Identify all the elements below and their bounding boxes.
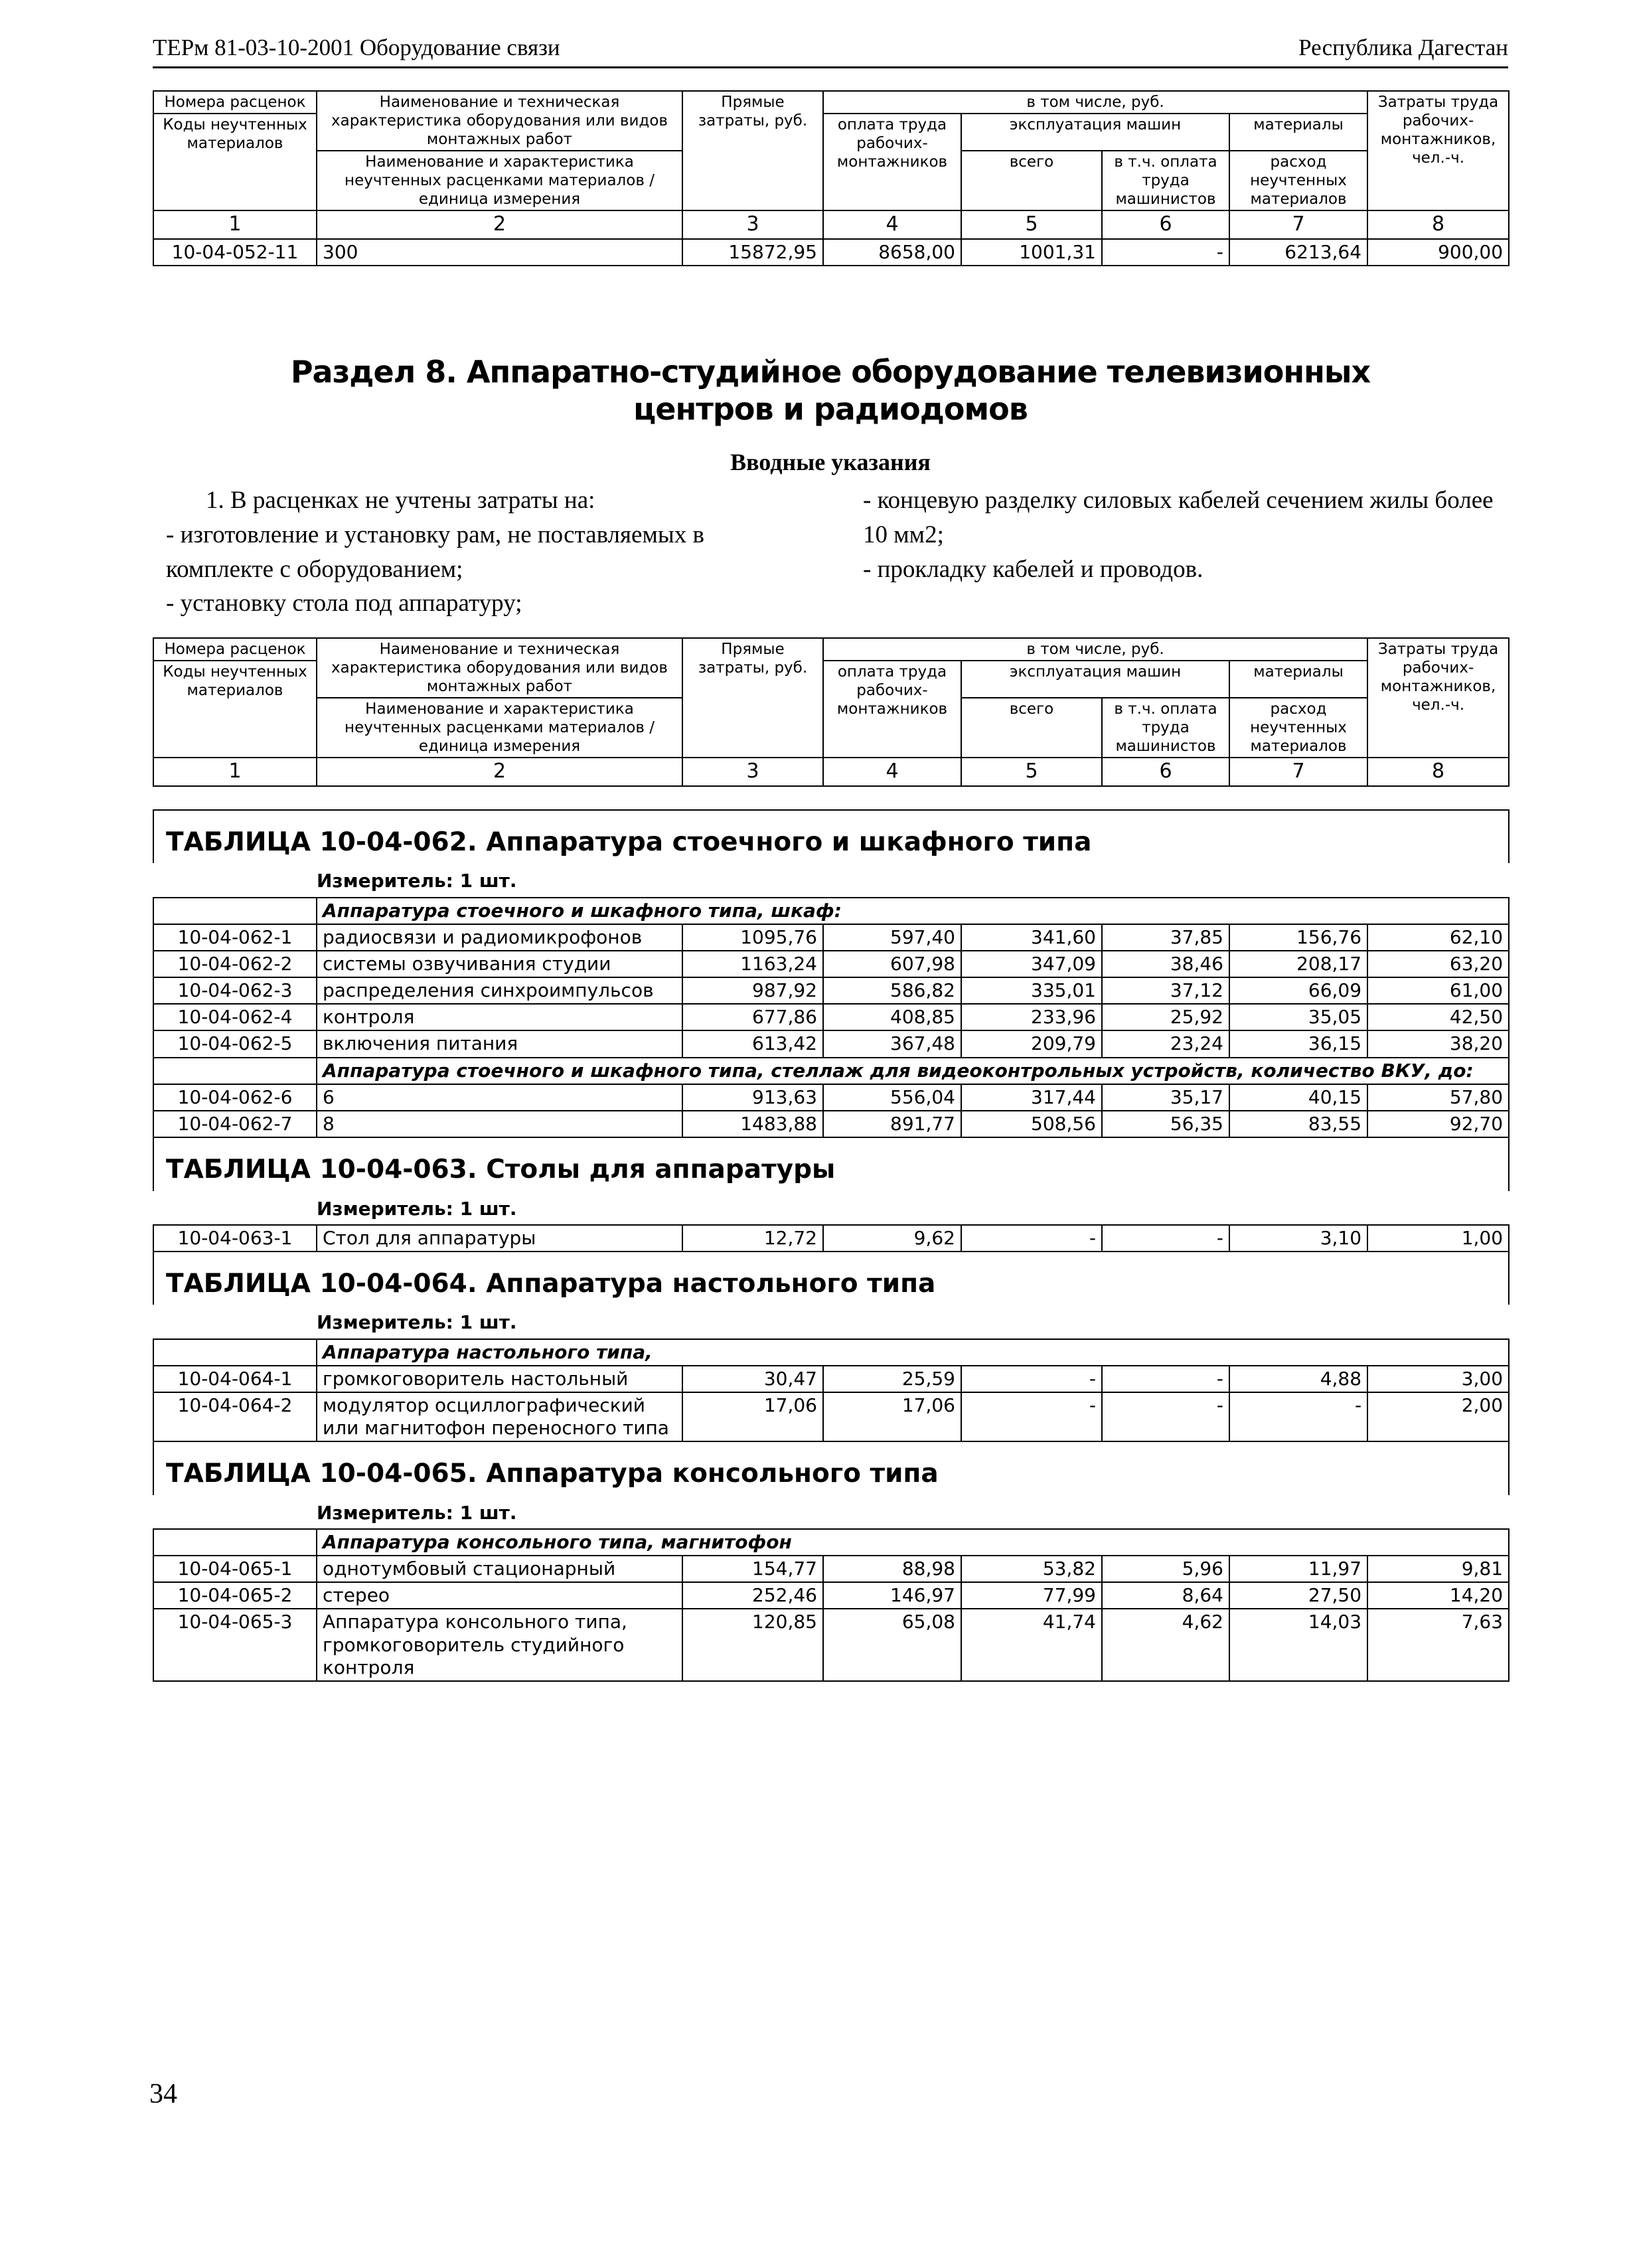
rate-value: 913,63: [682, 1084, 823, 1111]
table-row: [153, 1556, 1509, 1582]
header-machines-total: всего: [961, 151, 1102, 210]
rate-value: 252,46: [682, 1582, 823, 1609]
measure-spacer: [153, 863, 317, 897]
rate-value: 1,00: [1367, 1225, 1509, 1252]
table-row: [153, 1030, 1509, 1057]
rate-value: 233,96: [961, 1004, 1102, 1030]
rate-value: 66,09: [1229, 977, 1367, 1004]
rate-value: 408,85: [823, 1004, 961, 1030]
rate-code: 10-04-064-1: [153, 1366, 317, 1392]
rate-value: 25,92: [1102, 1004, 1229, 1030]
rate-value: 1163,24: [682, 951, 823, 977]
header-row: [153, 638, 1509, 661]
rate-value: 4,88: [1229, 1366, 1367, 1392]
rate-value: 1001,31: [961, 239, 1102, 266]
rate-value: 17,06: [823, 1392, 961, 1441]
table-title-row: [153, 1137, 1509, 1191]
column-number: 2: [317, 758, 682, 786]
rate-value: 41,74: [961, 1609, 1102, 1680]
column-number: 2: [317, 210, 682, 239]
table-row: [153, 1111, 1509, 1137]
measure-unit: Измеритель: 1 шт.: [317, 1311, 517, 1334]
table-row: [153, 1582, 1509, 1609]
table-row: [153, 1084, 1509, 1111]
header-name: Наименование и техническая характеристика оборудования или видов монтажных работ: [317, 91, 682, 151]
rate-value: 15872,95: [682, 239, 823, 266]
running-header: [153, 35, 1508, 68]
rate-value: 8,64: [1102, 1582, 1229, 1609]
header-name: Наименование и техническая характеристика оборудования или видов монтажных работ: [317, 638, 682, 698]
rate-code: 10-04-062-2: [153, 951, 317, 977]
group-spacer: [153, 1058, 317, 1084]
rate-value: 42,50: [1367, 1004, 1509, 1030]
measure-row: [153, 1191, 1509, 1225]
header-unaccounted: расход неучтенных материалов: [1229, 698, 1367, 758]
column-number: 5: [961, 758, 1102, 786]
rate-code: 10-04-062-7: [153, 1111, 317, 1137]
rate-value: 677,86: [682, 1004, 823, 1030]
rate-value: 63,20: [1367, 951, 1509, 977]
rate-description: модулятор осциллографический или магнитофон переносного типа: [317, 1392, 682, 1441]
rate-description: включения питания: [317, 1030, 682, 1057]
group-row: [153, 898, 1509, 924]
table-row: [153, 1225, 1509, 1252]
rate-value: -: [1102, 1366, 1229, 1392]
rate-description: громкоговоритель настольный: [317, 1366, 682, 1392]
rate-value: 613,42: [682, 1030, 823, 1057]
header-incl: в том числе, руб.: [823, 638, 1367, 661]
rate-code: 10-04-062-4: [153, 1004, 317, 1030]
rate-value: 9,62: [823, 1225, 961, 1252]
header-codes-2: Коды неучтенных материалов: [153, 661, 317, 758]
header-machines-total: всего: [961, 698, 1102, 758]
rate-value: 341,60: [961, 924, 1102, 951]
header-row: [153, 91, 1509, 114]
rate-value: 508,56: [961, 1111, 1102, 1137]
table-title: ТАБЛИЦА 10-04-065. Аппаратура консольного типа: [153, 1441, 1509, 1495]
rate-description: Стол для аппаратуры: [317, 1225, 682, 1252]
measure-unit: Измеритель: 1 шт.: [317, 870, 517, 892]
section-title-line-2: центров и радиодомов: [633, 391, 1028, 428]
rate-code: 10-04-063-1: [153, 1225, 317, 1252]
column-number: 6: [1102, 210, 1229, 239]
column-number: 1: [153, 758, 317, 786]
rate-description: радиосвязи и радиомикрофонов: [317, 924, 682, 951]
header-name-2: Наименование и характеристика неучтенных расценками материалов / единица измерения: [317, 151, 682, 210]
rate-value: 23,24: [1102, 1030, 1229, 1057]
rate-value: 30,47: [682, 1366, 823, 1392]
group-row: [153, 1339, 1509, 1366]
rate-value: 7,63: [1367, 1609, 1509, 1680]
column-number: 6: [1102, 758, 1229, 786]
spacer: [153, 786, 1509, 810]
rate-value: 367,48: [823, 1030, 961, 1057]
rate-value: 597,40: [823, 924, 961, 951]
rate-value: 120,85: [682, 1609, 823, 1680]
intro-heading: Вводные указания: [730, 449, 931, 475]
measure-unit: Измеритель: 1 шт.: [317, 1197, 517, 1220]
table-title: ТАБЛИЦА 10-04-064. Аппаратура настольного типа: [153, 1252, 1509, 1305]
intro-right-column: [863, 483, 1494, 586]
rate-code: 10-04-065-3: [153, 1609, 317, 1680]
header-labor-pay: оплата труда рабочих-монтажников: [823, 661, 961, 758]
rate-value: 317,44: [961, 1084, 1102, 1111]
section-title: [153, 353, 1508, 428]
rate-value: 146,97: [823, 1582, 961, 1609]
table-row: [153, 1004, 1509, 1030]
intro-right-line: - концевую разделку силовых кабелей сечением жилы более 10 мм2;: [863, 487, 1494, 548]
table-title-row: [153, 1441, 1509, 1495]
header-machines: эксплуатация машин: [961, 114, 1229, 151]
header-unaccounted: расход неучтенных материалов: [1229, 151, 1367, 210]
rate-value: 3,10: [1229, 1225, 1367, 1252]
rate-value: 891,77: [823, 1111, 961, 1137]
header-incl-drivers: в т.ч. оплата труда машинистов: [1102, 151, 1229, 210]
rate-code: 10-04-062-3: [153, 977, 317, 1004]
intro-left-column: [166, 483, 797, 621]
rate-value: 62,10: [1367, 924, 1509, 951]
rate-value: 154,77: [682, 1556, 823, 1582]
rate-value: 335,01: [961, 977, 1102, 1004]
group-row: [153, 1058, 1509, 1084]
table-title-row: [153, 810, 1509, 864]
rate-code: 10-04-065-2: [153, 1582, 317, 1609]
rate-value: 65,08: [823, 1609, 961, 1680]
column-number: 4: [823, 210, 961, 239]
rate-value: 209,79: [961, 1030, 1102, 1057]
rate-value: 1095,76: [682, 924, 823, 951]
column-number: 8: [1367, 210, 1509, 239]
group-row: [153, 1529, 1509, 1556]
column-number: 5: [961, 210, 1102, 239]
rate-value: 92,70: [1367, 1111, 1509, 1137]
header-direct-costs: Прямые затраты, руб.: [682, 638, 823, 758]
header-codes: Номера расценок: [153, 638, 317, 661]
rate-value: -: [961, 1366, 1102, 1392]
measure-spacer: [153, 1495, 317, 1529]
rate-value: -: [961, 1392, 1102, 1441]
measure-unit: Измеритель: 1 шт.: [317, 1501, 517, 1524]
rate-description: распределения синхроимпульсов: [317, 977, 682, 1004]
group-spacer: [153, 1529, 317, 1556]
header-direct-costs: Прямые затраты, руб.: [682, 91, 823, 210]
table-row: [153, 924, 1509, 951]
rate-description: 6: [317, 1084, 682, 1111]
group-spacer: [153, 1339, 317, 1366]
measure-spacer: [153, 1191, 317, 1225]
rate-value: 14,20: [1367, 1582, 1509, 1609]
group-spacer: [153, 898, 317, 924]
rate-value: -: [1102, 1225, 1229, 1252]
table-body: [153, 239, 1509, 266]
group-label: Аппаратура стоечного и шкафного типа, шкаф:: [317, 898, 1509, 924]
rate-code: 10-04-062-6: [153, 1084, 317, 1111]
column-number: 7: [1229, 758, 1367, 786]
intro-left-line: 1. В расценках не учтены затраты на:: [206, 487, 595, 514]
rate-value: 8658,00: [823, 239, 961, 266]
header-labor-hours: Затраты труда рабочих-монтажников, чел.-ч.: [1367, 638, 1509, 758]
rate-value: 14,03: [1229, 1609, 1367, 1680]
group-label: Аппаратура консольного типа, магнитофон: [317, 1529, 1509, 1556]
column-number-row: [153, 210, 1509, 239]
column-number: 3: [682, 210, 823, 239]
header-name-2: Наименование и характеристика неучтенных расценками материалов / единица измерения: [317, 698, 682, 758]
table-header: [153, 91, 1509, 239]
rate-value: 347,09: [961, 951, 1102, 977]
rate-value: 3,00: [1367, 1366, 1509, 1392]
table-header: [153, 638, 1509, 786]
column-number: 8: [1367, 758, 1509, 786]
rate-description: контроля: [317, 1004, 682, 1030]
rate-value: 35,17: [1102, 1084, 1229, 1111]
intro-right-line: - прокладку кабелей и проводов.: [863, 555, 1203, 583]
rate-value: 57,80: [1367, 1084, 1509, 1111]
rate-description: системы озвучивания студии: [317, 951, 682, 977]
rate-value: 27,50: [1229, 1582, 1367, 1609]
measure-spacer: [153, 1305, 317, 1338]
main-rates-table: [153, 637, 1510, 1682]
rate-value: 88,98: [823, 1556, 961, 1582]
table-row: [153, 239, 1509, 266]
header-machines: эксплуатация машин: [961, 661, 1229, 698]
table-row: [153, 1392, 1509, 1441]
measure-row: [153, 1495, 1509, 1529]
rate-value: 586,82: [823, 977, 961, 1004]
group-label: Аппаратура стоечного и шкафного типа, стеллаж для видеоконтрольных устройств, количество ВКУ, до:: [317, 1058, 1509, 1084]
rate-value: 25,59: [823, 1366, 961, 1392]
rate-description: однотумбовый стационарный: [317, 1556, 682, 1582]
rate-value: 607,98: [823, 951, 961, 977]
top-rates-table: [153, 90, 1510, 266]
rate-code: 10-04-062-5: [153, 1030, 317, 1057]
rate-value: -: [961, 1225, 1102, 1252]
header-materials: материалы: [1229, 661, 1367, 698]
rate-value: -: [1102, 239, 1229, 266]
header-incl: в том числе, руб.: [823, 91, 1367, 114]
rate-value: 2,00: [1367, 1392, 1509, 1441]
table-row: [153, 951, 1509, 977]
rate-value: 1483,88: [682, 1111, 823, 1137]
rate-value: -: [1102, 1392, 1229, 1441]
header-incl-drivers: в т.ч. оплата труда машинистов: [1102, 698, 1229, 758]
rate-code: 10-04-052-11: [153, 239, 317, 266]
document-code: ТЕРм 81-03-10-2001 Оборудование связи: [153, 35, 560, 60]
table-body: [153, 786, 1509, 1681]
rate-code: 10-04-062-1: [153, 924, 317, 951]
rate-value: 38,20: [1367, 1030, 1509, 1057]
column-number-row: [153, 758, 1509, 786]
rate-value: -: [1229, 1392, 1367, 1441]
rate-value: 6213,64: [1229, 239, 1367, 266]
table-row: [153, 977, 1509, 1004]
rate-code: 10-04-065-1: [153, 1556, 317, 1582]
intro-left-line: - установку стола под аппаратуру;: [166, 590, 522, 617]
column-number: 1: [153, 210, 317, 239]
rate-value: 83,55: [1229, 1111, 1367, 1137]
group-label: Аппаратура настольного типа,: [317, 1339, 1509, 1366]
rate-value: 77,99: [961, 1582, 1102, 1609]
header-codes-2: Коды неучтенных материалов: [153, 114, 317, 210]
rate-description: Аппаратура консольного типа, громкоговоритель студийного контроля: [317, 1609, 682, 1680]
rate-value: 40,15: [1229, 1084, 1367, 1111]
header-codes: Номера расценок: [153, 91, 317, 114]
measure-row: [153, 1305, 1509, 1338]
column-number: 7: [1229, 210, 1367, 239]
table-row: [153, 1609, 1509, 1680]
rate-description: стерео: [317, 1582, 682, 1609]
column-number: 3: [682, 758, 823, 786]
rate-value: 11,97: [1229, 1556, 1367, 1582]
region-name: Республика Дагестан: [1298, 35, 1508, 60]
rate-value: 987,92: [682, 977, 823, 1004]
rate-value: 53,82: [961, 1556, 1102, 1582]
rate-value: 556,04: [823, 1084, 961, 1111]
table-title: ТАБЛИЦА 10-04-062. Аппаратура стоечного и шкафного типа: [153, 810, 1509, 864]
rate-description: 300: [317, 239, 682, 266]
table-title: ТАБЛИЦА 10-04-063. Столы для аппаратуры: [153, 1137, 1509, 1191]
table-title-row: [153, 1252, 1509, 1305]
rate-value: 36,15: [1229, 1030, 1367, 1057]
header-labor-hours: Затраты труда рабочих-монтажников, чел.-ч.: [1367, 91, 1509, 210]
rate-value: 4,62: [1102, 1609, 1229, 1680]
rate-value: 38,46: [1102, 951, 1229, 977]
rate-value: 37,12: [1102, 977, 1229, 1004]
rate-value: 900,00: [1367, 239, 1509, 266]
rate-value: 12,72: [682, 1225, 823, 1252]
header-materials: материалы: [1229, 114, 1367, 151]
rate-value: 61,00: [1367, 977, 1509, 1004]
column-number: 4: [823, 758, 961, 786]
rate-description: 8: [317, 1111, 682, 1137]
intro-left-line: - изготовление и установку рам, не поставляемых в комплекте с оборудованием;: [166, 521, 704, 583]
table-row: [153, 1366, 1509, 1392]
spacer-row: [153, 786, 1509, 810]
page-number: 34: [149, 2079, 177, 2109]
rate-value: 56,35: [1102, 1111, 1229, 1137]
measure-row: [153, 863, 1509, 897]
rate-value: 35,05: [1229, 1004, 1367, 1030]
rate-code: 10-04-064-2: [153, 1392, 317, 1441]
rate-value: 208,17: [1229, 951, 1367, 977]
rate-value: 156,76: [1229, 924, 1367, 951]
rate-value: 9,81: [1367, 1556, 1509, 1582]
header-labor-pay: оплата труда рабочих-монтажников: [823, 114, 961, 210]
rate-value: 37,85: [1102, 924, 1229, 951]
section-title-line-1: Раздел 8. Аппаратно-студийное оборудование телевизионных: [290, 354, 1371, 390]
rate-value: 17,06: [682, 1392, 823, 1441]
rate-value: 5,96: [1102, 1556, 1229, 1582]
